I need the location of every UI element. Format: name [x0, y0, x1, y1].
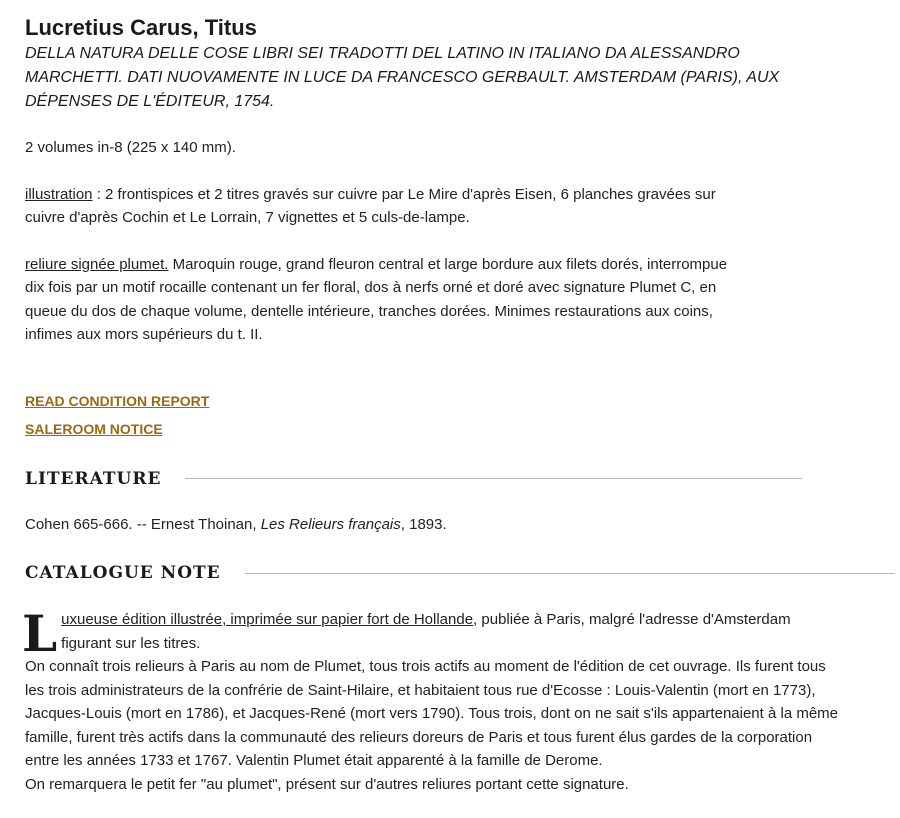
lot-author: Lucretius Carus, Titus [25, 15, 257, 40]
section-divider [185, 478, 802, 479]
catalogue-note-text: , publiée à Paris, malgré l'adresse d'Amsterdam [473, 611, 791, 628]
literature-text-part: Cohen 665-666. -- Ernest Thoinan, [25, 515, 261, 533]
illustration-text: : 2 frontispices et 2 titres gravés sur cuivre par Le Mire d'après Eisen, 6 planches gravées sur [92, 185, 716, 203]
volumes-text: 2 volumes in-8 (225 x 140 mm). [25, 139, 236, 156]
lot-title-line: DÉPENSES DE L'ÉDITEUR, 1754. [25, 93, 275, 110]
catalogue-note-heading: CATALOGUE NOTE [25, 563, 221, 583]
catalogue-note-text: Jacques-Louis (mort en 1786), et Jacques-René (mort vers 1790). Tous trois, dont on ne sait s'ils appartenaient à la même [25, 705, 839, 722]
lot-links [25, 391, 895, 439]
catalogue-note-paragraph: On remarquera le petit fer "au plumet", présent sur d'autres reliures portant cette signature. [25, 775, 629, 793]
catalogue-note-paragraph [25, 655, 895, 773]
literature-text [25, 513, 785, 537]
binding-label: reliure signée plumet. [25, 255, 169, 273]
catalogue-note-text: famille, furent très actifs dans la communauté des relieurs doreurs de Paris et tous furent élus gardes de la corporation [25, 728, 813, 746]
catalogue-note-underlined: uxueuse édition illustrée, imprimée sur papier fort de Hollande [61, 611, 474, 628]
catalogue-note-header [25, 563, 895, 583]
drop-cap: L [22, 604, 58, 663]
illustration-text: cuivre d'après Cochin et Le Lorrain, 7 vignettes et 5 culs-de-lampe. [25, 209, 470, 226]
read-condition-report-link[interactable]: READ CONDITION REPORT [25, 392, 210, 409]
literature-book-title: Les Relieurs français [260, 515, 401, 533]
catalogue-note-paragraph [22, 604, 895, 663]
binding-text: Maroquin rouge, grand fleuron central et large bordure aux filets dorés, interrompue [168, 255, 728, 273]
lot-title-line: DELLA NATURA DELLE COSE LIBRI SEI TRADOTTI DEL LATINO IN ITALIANO DA ALESSANDRO [25, 45, 740, 62]
binding-paragraph [25, 253, 785, 347]
literature-heading: LITERATURE [25, 468, 162, 489]
binding-text: queue du dos de chaque volume, dentelle intérieure, tranches dorées. Minimes restaurations aux coins, [25, 302, 713, 320]
catalogue-note-body [22, 604, 895, 796]
binding-text: infimes aux mors supérieurs du t. II. [25, 326, 263, 343]
catalogue-note-text: les trois administrateurs de la confrérie de Saint-Hilaire, et habitaient tous rue d'Ecosse : Louis-Valentin (mort en 1773), [25, 681, 816, 699]
lot-title-line: MARCHETTI. DATI NUOVAMENTE IN LUCE DA FRANCESCO GERBAULT. AMSTERDAM (PARIS), AUX [25, 69, 780, 86]
binding-text: dix fois par un motif rocaille contenant un fer floral, dos à nerfs orné et doré avec signature Plumet C, en [25, 279, 717, 296]
lot-title [25, 42, 895, 114]
literature-text-part: , 1893. [400, 515, 447, 533]
saleroom-notice-link[interactable]: SALEROOM NOTICE [25, 420, 163, 437]
illustration-paragraph [25, 183, 785, 230]
illustration-label: illustration [25, 185, 93, 203]
section-divider [245, 573, 895, 574]
catalogue-note-text: figurant sur les titres. [61, 634, 201, 652]
catalogue-note-text: On connaît trois relieurs à Paris au nom de Plumet, tous trois actifs au moment de l'édition de cet ouvrage. Ils furent tous [25, 658, 826, 675]
literature-header [25, 469, 895, 489]
lot-description [22, 14, 895, 796]
catalogue-note-text: entre les années 1733 et 1767. Valentin Plumet était apparenté à la famille de Derome. [25, 752, 603, 769]
